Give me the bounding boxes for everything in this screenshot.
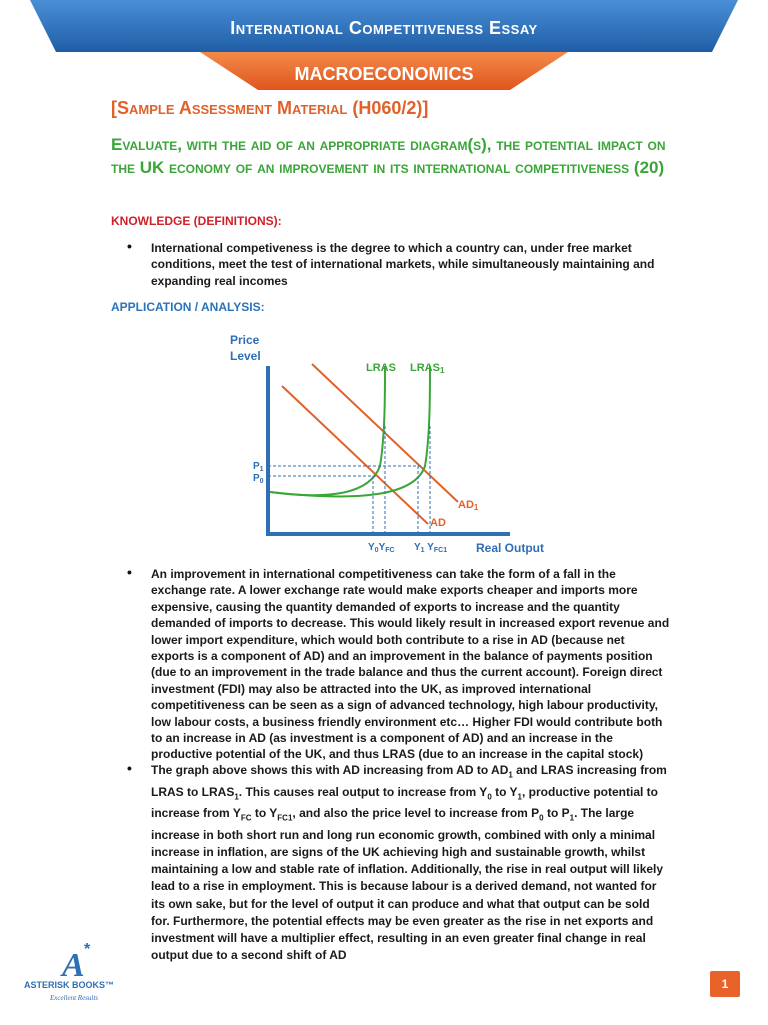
y0-tick-label: $Y_0Y_{FC}$	[368, 542, 395, 554]
y-axis-label-2: Level	[230, 349, 261, 363]
p0-label: $P_0$	[253, 473, 264, 485]
essay-question: Evaluate, with the aid of an appropriate diagram(s), the potential impact on the UK economy of an improvement in its international competitiveness (20)	[111, 135, 666, 177]
logo-brand: ASTERISK BOOKS™	[24, 980, 115, 990]
subject-tab: MACROECONOMICS	[294, 64, 474, 84]
ad-lras-diagram	[220, 326, 560, 562]
ad-curve	[282, 386, 428, 524]
svg-text:*: *	[84, 941, 91, 958]
logo-tagline: Excellent Results	[50, 994, 99, 1002]
sample-label: [Sample Assessment Material (H060/2)]	[111, 98, 429, 118]
ad1-label: AD1	[458, 499, 479, 512]
lras-curve	[270, 366, 385, 495]
analysis-paragraph-2: The graph above shows this with AD increasing from AD to $AD_1$ and LRAS increasing from LRAS to $LRAS_1$. This causes real output to increase from $Y_0$ to $Y_1$, productive potential to increase from $Y_{FC}$ to $Y_{FC1}$, and also the price level to increase from $P_0$ to $P_1$. The large increase in both short run and long run economic growth, combined with only a minimal increase in inflation, are signs of the UK achieving high and sustainable growth, whilst maintaining a low and stable rate of inflation. Additionally, the rise in real output will likely lead to a rise in employment. This is because labour is a derived demand, not wanted for its own sake, but for the level of output it can produce and what that output can be sold for. Furthermore, the potential effects may be even greater as the rise in net exports and investment will have a multiplier effect, resulting in an even greater final change in real output due to a second shift of AD	[151, 763, 667, 963]
p1-label: $P_1$	[253, 461, 264, 473]
svg-text:A: A	[62, 947, 85, 984]
application-heading: APPLICATION / ANALYSIS:	[111, 300, 265, 314]
page-title: International Competitiveness Essay	[230, 18, 538, 38]
lras-label: LRAS	[366, 362, 396, 374]
bullet-dot: •	[127, 760, 132, 776]
bullet-dot: •	[127, 238, 132, 254]
x-axis-label: Real Output	[476, 541, 544, 555]
definition-text: International competiveness is the degree to which a country can, under free market conditions, meet the test of international markets, while simultaneously maintaining and expanding real incomes	[151, 241, 655, 288]
y-axis-label-1: Price	[230, 333, 260, 347]
analysis-paragraph-1: An improvement in international competitiveness can take the form of a fall in the exchange rate. A lower exchange rate would make exports cheaper and imports more expensive, causing the quantity demanded of exports to increase and the quantity demanded of imports to decrease. This would likely result in increased export revenue and lower import expenditure, which would both contribute to a rise in AD (because net exports is a component of AD) and an improvement in the balance of payments position (due to an improvement in the trade balance and thus the current account). Foreign direct investment (FDI) may also be attracted into the UK, as improved international competitiveness can be seen as a sign of advanced technology, high labour productivity, low labour costs, a business friendly environment etc… Higher FDI would contribute both to an increase in AD (as investment is a component of AD) and an increase in the productive potential of the UK, and thus LRAS (due to an increase in the capital stock)	[151, 567, 670, 762]
lras1-curve	[270, 366, 430, 496]
page-number: 1	[710, 971, 740, 997]
ad-label: AD	[430, 517, 446, 529]
bullet-dot: •	[127, 564, 132, 580]
y1-tick-label: $Y_1$ $Y_{FC1}$	[414, 542, 448, 554]
knowledge-heading: KNOWLEDGE (DEFINITIONS):	[111, 214, 282, 228]
asterisk-books-logo	[22, 940, 132, 1020]
lras1-label: LRAS1	[410, 362, 445, 375]
